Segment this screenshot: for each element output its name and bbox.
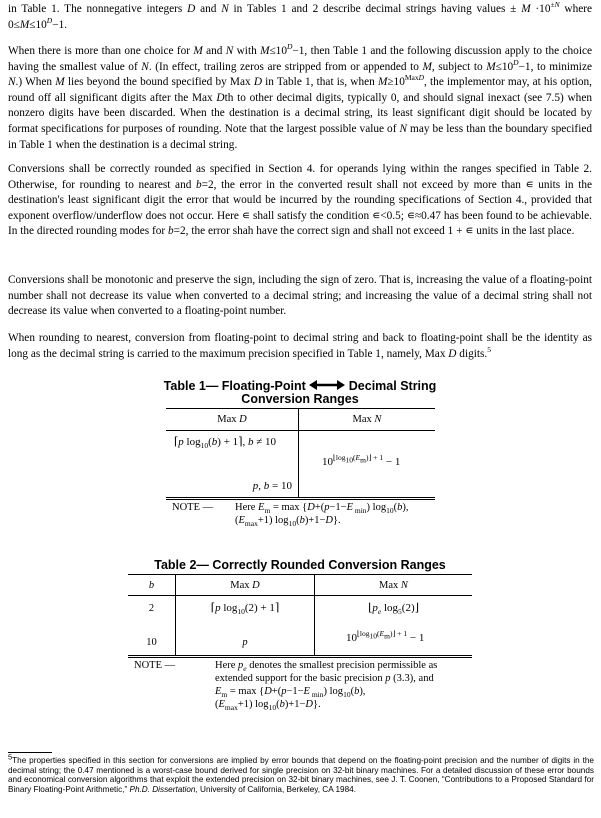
table1-title-right: Decimal String [348,379,437,393]
table2-header-rule [128,595,472,596]
footnote-rule [8,752,52,753]
table2-note-line4: $(E_{max}+1)$ $\log_{10}(b)+1-D$}. [215,699,321,713]
paragraph-5: When rounding to nearest, conversion from floating-point to decimal string and back to floating-point shall be the identity as long as the decimal string is carried to the maximum precision specified in Table 1, namely, Max D digits.$^5$ [8,332,592,360]
table1-header-rule [166,430,435,431]
table1-title-line2: Conversion Ranges [241,392,359,406]
table2-row2-maxD: p [242,637,248,648]
table2-row2-b: 10 [146,637,157,648]
table2-bottom-rule-2 [128,657,472,658]
footnote-text: The properties specified in this section for conversions are implied by error bounds that depend on the floating-point precision and the number of digits in the decimal string; the 0.47 mentioned is a worst-case bound derived for single precision on 32-bit binary machines. For a detailed discussion of these error bounds and economical conversion algorithms that exploit the extended precision on 32-bit binary machines, see J. T. Coonen, “Contributions to a Proposed Standard for Binary Floating-Point Arithmetic,” [8,756,594,794]
table2-row1-maxD: ⌈p $\log_{10}(2)$ + 1⌉ [210,602,280,617]
table2-note-line1: Here $p_e$ denotes the smallest precision permissible as [215,660,438,674]
paragraph-2: When there is more than one choice for M and N with $M\le 10^D-1$, then Table 1 and the following discussion apply to the choice having the smallest value of N. (In effect, trailing zeros are stripped from or appended to M, subject to $M\le 10^D-1$, to minimize N.) When M lies beyond the bound specified by Max D in Table 1, that is, when $M\ge 10^{MaxD}$, the implementor may, at his option, round off all significant digits after the Max Dth to other decimal digits, typically 0, and should signal inexact (see 7.5) when nonzero digits have been discarded. When the destination is a decimal string, its least significant digit should be located by format specifications for purposes of rounding. Note that the largest possible value of N may be less than the boundary specified in Table 1 when the destination is a decimal string. [8,42,592,151]
table1-header-maxD: Max D [217,414,247,425]
table1-header-maxN: Max N [352,414,382,425]
table1-note-line1: Here $E_m = \max \{D+(p-1-E$ $_{min}$) $\log_{10}(b)$, [235,502,409,516]
footnote-dissertation: Ph.D. Dissertation, [129,784,198,794]
table2-row1-b: 2 [148,603,155,614]
table2-row1-maxN: $⌊p_e$ $\log_5(2)⌋$ [368,602,419,617]
table2-top-rule [128,574,472,575]
table2-row2-maxN: $10^{⌊log_{10}(E_m)⌋ + 1} - 1$ [346,629,425,644]
table2-bottom-rule [128,655,472,656]
table2-title: Table 2— Correctly Rounded Conversion Ranges [154,558,446,572]
table1-note-line2: $(E_{max}+1)$ $\log_{10}(b)+1-D$}. [235,515,341,529]
table1-row-a-maxD: ⌈p $\log_{10}(b)$ + 1⌉, b ≠ 10 [174,436,276,451]
table1-row-a-maxN: $10^{⌊log_{10}(E_m)⌋ + 1} - 1$ [322,453,401,468]
table2-header-b: b [148,580,155,591]
table2-header-maxD: Max D [230,580,260,591]
table1-note-label: NOTE — [172,502,214,513]
table1-bottom-rule [166,497,435,498]
paragraph-1: in Table 1. The nonnegative integers D and N in Tables 1 and 2 describe decimal strings having values ± $M \cdot 10^{\pm N}$ where $0\le M\le 10^D-1$. [8,0,593,31]
footnote-marker: 5 [8,752,13,762]
table2-note-line3: $E_m = \max \{D+(p-1-E$ $_{min}$) $\log_{10}(b)$, [215,686,366,700]
footnote [8,752,594,794]
table1-top-rule [166,408,435,409]
table1-bottom-rule-2 [166,499,435,500]
table2-note-label: NOTE — [134,660,176,671]
table1-row-b-maxD: p, b = 10 [252,480,292,492]
paragraph-4: Conversions shall be monotonic and preserve the sign, including the sign of zero. That is, increasing the value of a floating-point number shall not decrease its value when converted to a decimal string; and increasing the value of a decimal string shall not decrease its value when converted to a floating-point number. [8,274,592,318]
table2-header-maxN: Max N [379,580,408,591]
footnote-text-end: University of California, Berkeley, CA 1984. [200,784,356,794]
table1-title-left: Table 1— Floating-Point [163,379,306,393]
table2-note-line2: extended support for the basic precision p (3.3), and [215,673,434,684]
paragraph-3: Conversions shall be correctly rounded as specified in Section 4. for operands lying within the ranges specified in Table 2. Otherwise, for rounding to nearest and b=2, the error in the converted result shall not exceed by more than ∊ units in the destination's least significant digit the error that would be incurred by the rounding specifications of Section 4., provided that exponent overflow/underflow does not occur. Here ∊ shall satisfy the condition ∊<0.5; ∊≈0.47 has been found to be achievable. In the directed rounding modes for b=2, the error shah have the correct sign and shall not exceed 1 + ∊ units in the last place. [8,163,592,238]
